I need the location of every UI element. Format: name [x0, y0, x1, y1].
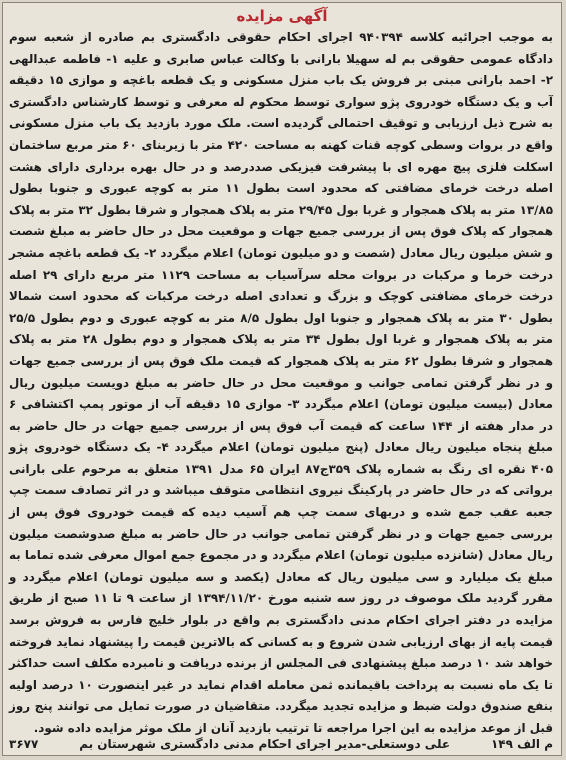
notice-body: به موجب اجرائیه کلاسه ۹۴۰۳۹۴ اجرای احکام حقوقی دادگستری بم صادره از شعبه سوم دادگاه عمومی حقوقی بم له سهیلا بارانی با وکالت عباس صابری و علیه ۱- فاطمه عبدالهی ۲- احمد بارانی مبنی بر فروش یک باب منزل مسکونی و یک قطعه باغچه و موازی ۱۵ دقیقه آب و یک دستگاه خودروی پژو سواری توسط محکوم له معرفی و توسط کارشناس دادگستری به شرح ذیل ارزیابی و توقیف احتمالی گردیده است. ملک مورد بازدید یک باب منزل مسکونی واقع در بروات وسطی کوچه قنات کهنه به مساحت ۴۲۰ متر با زیربنای ۶۰ متر مربع ساختمان اسکلت فلزی پیچ مهره ای با پیشرفت فیزیکی صددرصد و در حال بهره برداری دارای هشت اصله درخت خرمای مضافتی که محدود است بطول ۱۱ متر به کوچه عبوری و جنوبا بطول ۱۳/۸۵ متر به پلاک همجوار و غربا بول ۲۹/۴۵ متر به پلاک همجوار و شرقا بطول ۳۲ متر به پلاک همجوار که پلاک فوق پس از بررسی جمیع جهات و موقعیت محل در حال حاضر به مبلغ شصت و شش میلیون ریال معادل (شصت و دو میلیون تومان) اعلام میگردد ۲- یک قطعه باغچه مشجر درخت خرما و مرکبات در بروات محله سرآسیاب به مساحت ۱۱۲۹ متر مربع دارای ۲۹ اصله درخت خرمای مضافتی کوچک و بزرگ و تعدادی اصله درخت مرکبات که محدود است شمالا بطول ۳۰ متر به پلاک همجوار و جنوبا اول بطول ۸/۵ متر به کوچه عبوری و دوم بطول ۲۵/۵ متر به پلاک همجوار و غربا اول بطول ۳۴ متر به پلاک همجوار و دوم بطول ۲۸ متر به پلاک همجوار و شرقا بطول ۶۲ متر به پلاک همجوار که قیمت ملک فوق پس از بررسی جمیع جهات و در نظر گرفتن تمامی جوانب و موقعیت محل در حال حاضر به مبلغ دویست میلیون ریال معادل (بیست میلیون تومان) اعلام میگردد ۳- موازی ۱۵ دقیقه آب از موتور پمپ اکتشافی ۶ در مدار هفته از ۱۴۴ ساعت که قیمت آب فوق پس از بررسی جمیع جهات در حال حاضر به مبلغ پنجاه میلیون ریال معادل (پنج میلیون تومان) اعلام میگردد ۴- یک دستگاه خودروی پژو ۴۰۵ نقره ای رنگ به شماره پلاک ۳۵۹ج۸۷ ایران ۶۵ مدل ۱۳۹۱ متعلق به مرحوم علی بارانی برواتی که در حال حاضر در پارکینگ نیروی انتظامی متوقف میباشد و در اثر تصادف سمت چپ جعبه عقب جمع شده و دربهای سمت چپ هم آسیب دیده که قیمت خودروی فوق پس از بررسی جمیع جهات و در نظر گرفتن تمامی جوانب در حال حاضر به مبلغ صدوشصت میلیون ریال معادل (شانزده میلیون تومان) اعلام میگردد و در مجموع جمع اموال معرفی شده تماما به مبلغ یک میلیارد و سی میلیون ریال که معادل (یکصد و سه میلیون تومان) اعلام میگردد و مقرر گردید ملک موصوف در روز سه شنبه مورخ ۱۳۹۴/۱۱/۲۰ از ساعت ۹ تا ۱۱ صبح از طریق مزایده در دفتر اجرای احکام مدنی دادگستری بم واقع در بلوار خلیج فارس به فروش برسد قیمت پایه از بهای ارزیابی شدن شروع و به کسانی که بالاترین قیمت را پیشنهاد نماید فروخته خواهد شد ۱۰ درصد مبلغ پیشنهادی فی المجلس از برنده دریافت و نامبرده مکلف است حداکثر تا یک ماه نسبت به پرداخت باقیمانده ثمن معامله اقدام نماید در غیر اینصورت ۱۰ درصد اولیه بنفع صندوق دولت ضبط و مزایده تجدید میگردد. متقاضیان در صورت تمایل می توانند پنج روز قبل از موعد مزایده به این اجرا مراجعه تا ترتیب بازدید آنان از ملک موثر مزایده داده شود.	[9, 30, 554, 735]
notice-footer	[9, 737, 553, 751]
notice-reference-code: م الف ۱۴۹	[490, 737, 553, 751]
notice-title: آگهی مزایده	[236, 7, 328, 25]
notice-signature: علی دوستعلی-مدیر اجرای احکام مدنی دادگستری شهرستان بم	[79, 737, 451, 751]
notice-number: ۳۶۷۷	[9, 737, 39, 751]
newspaper-notice	[2, 2, 562, 756]
